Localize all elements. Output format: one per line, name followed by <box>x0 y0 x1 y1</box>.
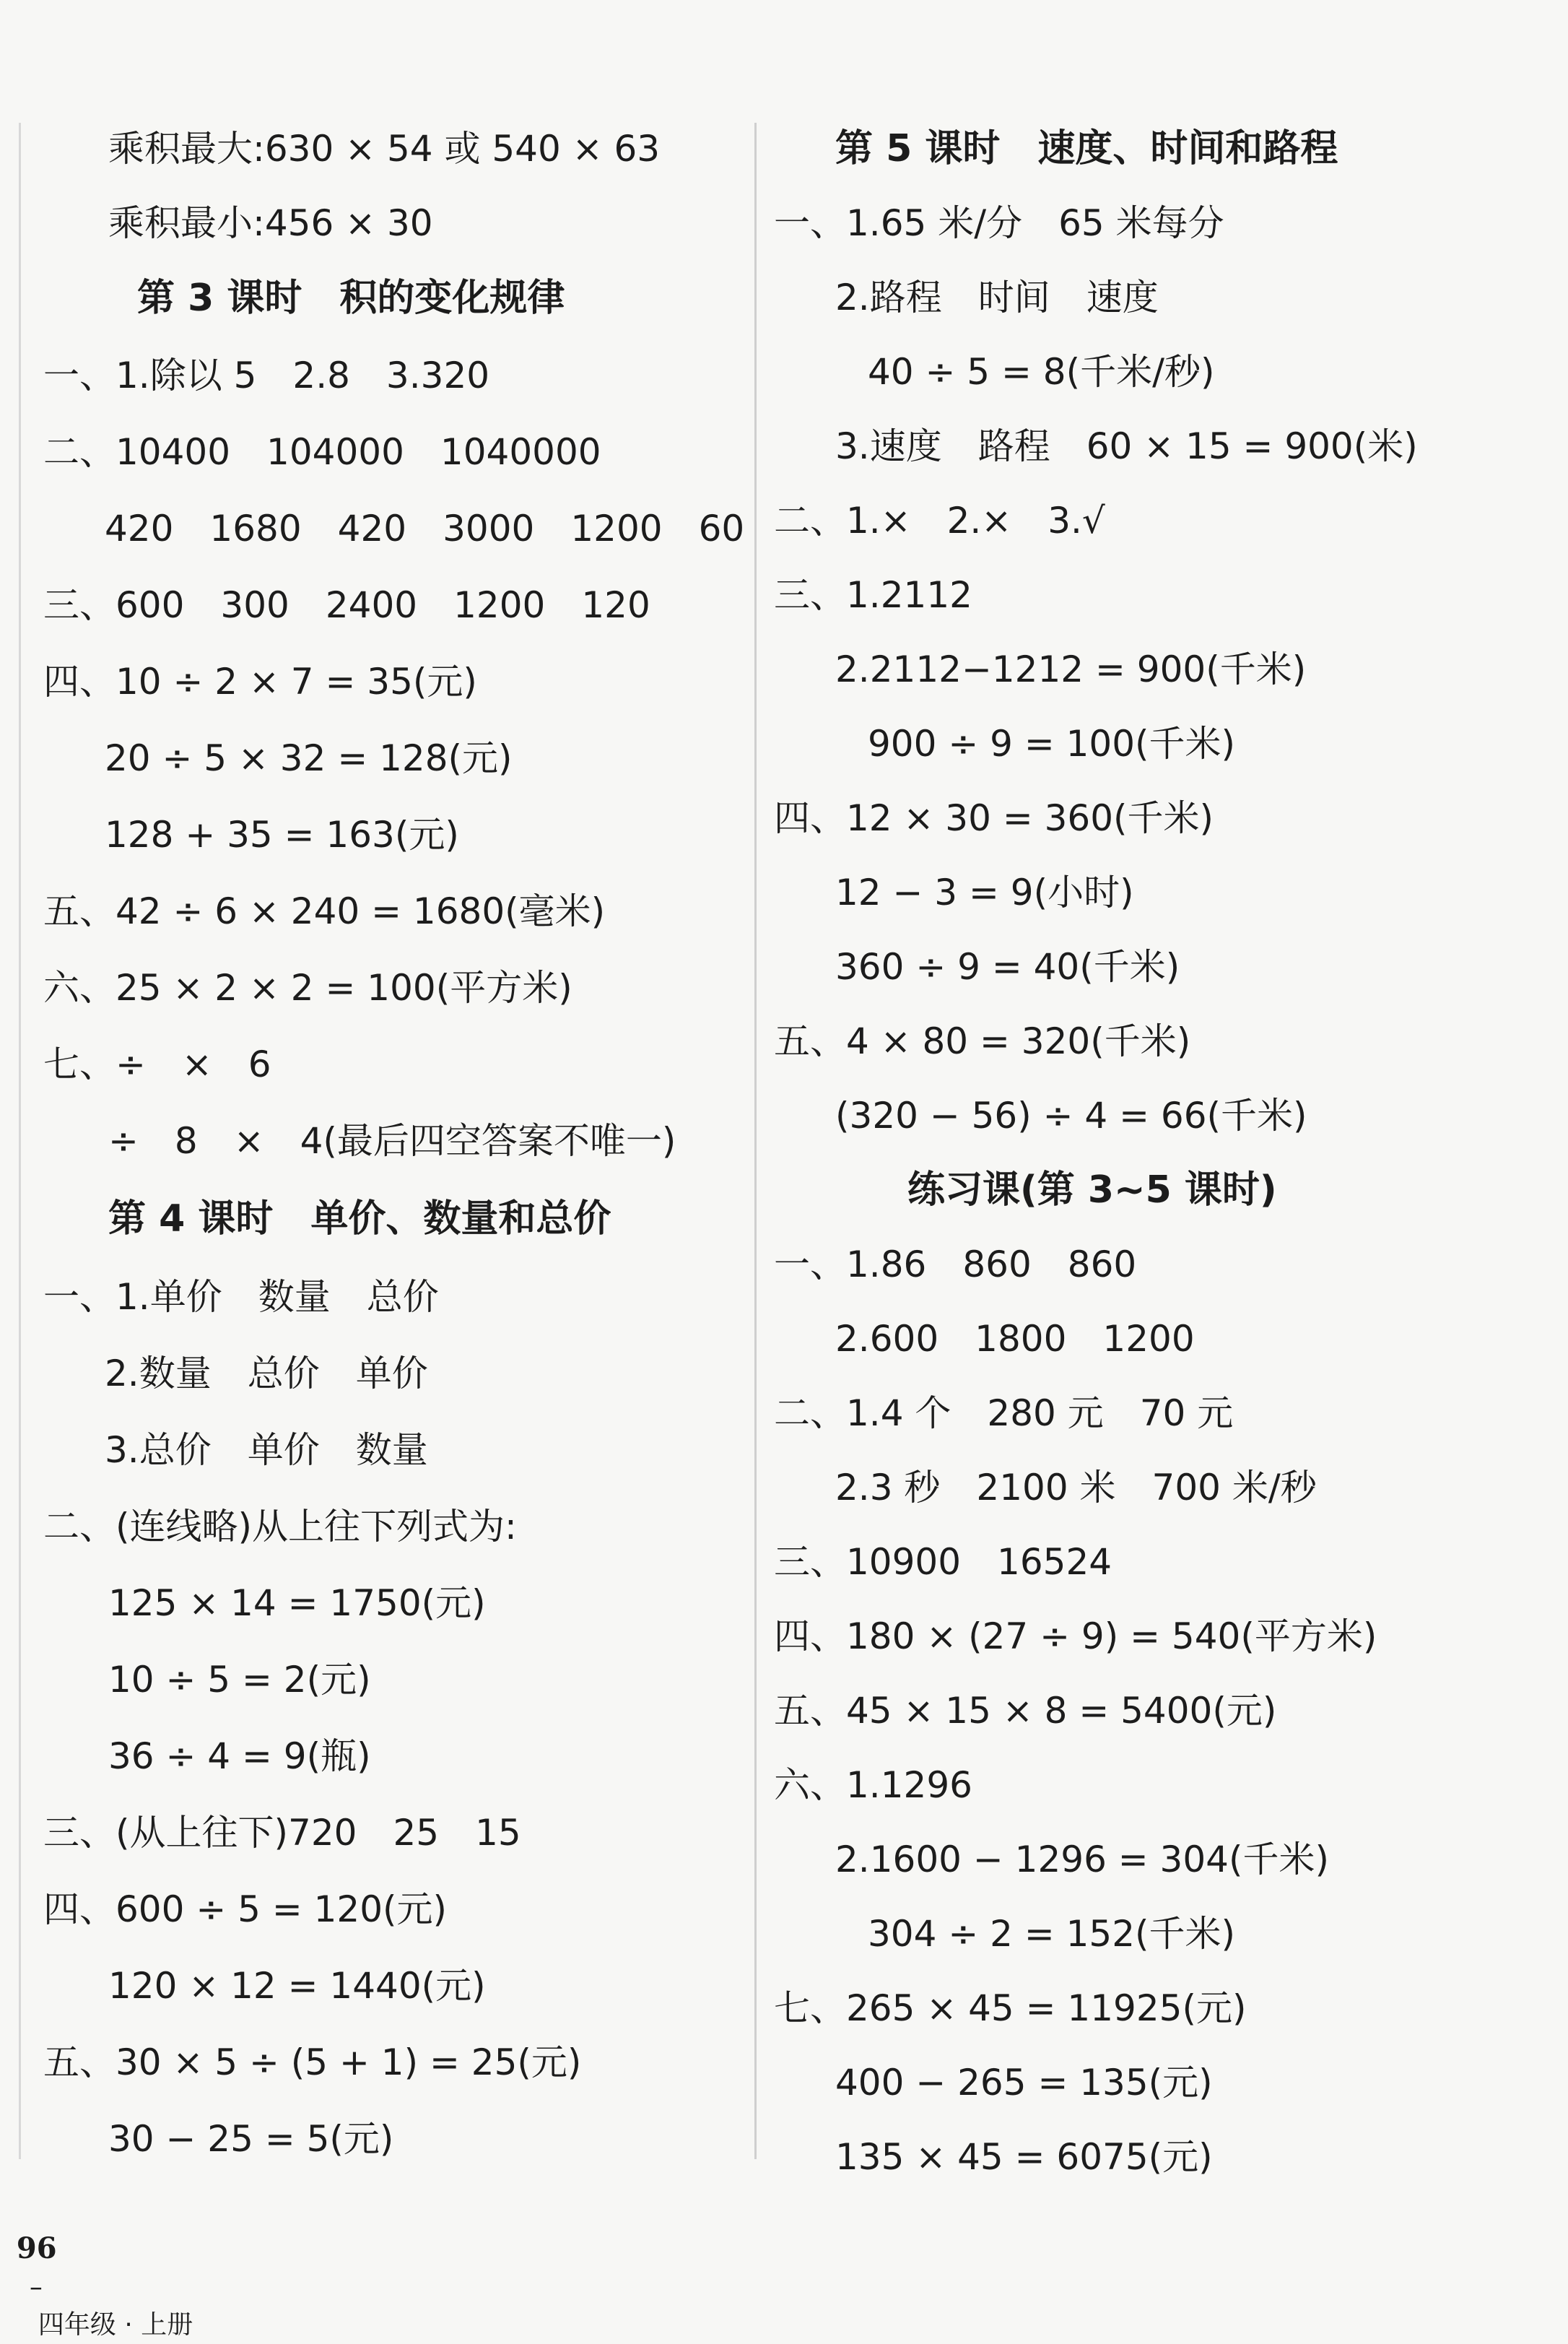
answer-line: 20 ÷ 5 × 32 = 128(元) <box>105 737 513 779</box>
answer-line: 304 ÷ 2 = 152(千米) <box>868 1913 1236 1955</box>
section-title: 第 5 课时 速度、时间和路程 <box>835 127 1338 170</box>
answer-line: 四、180 × (27 ÷ 9) = 540(平方米) <box>774 1615 1377 1657</box>
answer-line: 360 ÷ 9 = 40(千米) <box>835 946 1180 988</box>
answer-line: 2.600 1800 1200 <box>835 1318 1195 1360</box>
answer-line: 乘积最大:630 × 54 或 540 × 63 <box>108 128 661 170</box>
answer-line: 400 − 265 = 135(元) <box>835 2062 1213 2104</box>
section-title: 练习课(第 3~5 课时) <box>907 1168 1277 1212</box>
answer-line: 四、10 ÷ 2 × 7 = 35(元) <box>43 661 477 703</box>
answer-line: ÷ 8 × 4(最后四空答案不唯一) <box>108 1120 676 1162</box>
answer-line: 一、1.65 米/分 65 米每分 <box>774 202 1224 244</box>
answer-line: 四、600 ÷ 5 = 120(元) <box>43 1888 448 1930</box>
column-divider <box>754 123 757 2159</box>
footer-dash: – <box>29 2273 43 2302</box>
answer-line: 二、1.× 2.× 3.√ <box>774 500 1105 542</box>
answer-line: 五、45 × 15 × 8 = 5400(元) <box>774 1690 1277 1732</box>
page-number: 96 <box>16 2231 57 2265</box>
section-title: 第 3 课时 积的变化规律 <box>137 277 565 320</box>
answer-line: 六、1.1296 <box>774 1764 972 1806</box>
answer-line: 五、30 × 5 ÷ (5 + 1) = 25(元) <box>43 2041 582 2083</box>
answer-line: 36 ÷ 4 = 9(瓶) <box>108 1735 371 1777</box>
left-margin-line <box>19 123 21 2159</box>
answer-line: 10 ÷ 5 = 2(元) <box>108 1659 371 1701</box>
answer-line: 一、1.86 860 860 <box>774 1243 1137 1285</box>
answer-line: 2.2112−1212 = 900(千米) <box>835 648 1307 690</box>
answer-line: 二、1.4 个 280 元 70 元 <box>774 1392 1234 1434</box>
answer-line: 125 × 14 = 1750(元) <box>108 1582 486 1624</box>
answer-line: 40 ÷ 5 = 8(千米/秒) <box>868 351 1215 393</box>
answer-line: 三、1.2112 <box>774 574 972 616</box>
grade-label: 四年级 · 上册 <box>38 2310 193 2340</box>
answer-line: 三、10900 16524 <box>774 1541 1112 1583</box>
answer-line: 12 − 3 = 9(小时) <box>835 872 1134 913</box>
answer-line: 三、(从上往下)720 25 15 <box>43 1812 521 1854</box>
answer-line: 2.数量 总价 单价 <box>105 1353 428 1394</box>
answer-line: 2.3 秒 2100 米 700 米/秒 <box>835 1467 1317 1509</box>
answer-line: 二、10400 104000 1040000 <box>43 431 601 473</box>
answer-line: (320 − 56) ÷ 4 = 66(千米) <box>835 1095 1307 1137</box>
answer-line: 一、1.单价 数量 总价 <box>43 1276 439 1318</box>
answer-line: 四、12 × 30 = 360(千米) <box>774 797 1214 839</box>
answer-line: 128 + 35 = 163(元) <box>105 814 459 856</box>
answer-line: 六、25 × 2 × 2 = 100(平方米) <box>43 967 572 1009</box>
answer-line: 135 × 45 = 6075(元) <box>835 2136 1213 2178</box>
answer-line: 二、(连线略)从上往下列式为: <box>43 1506 517 1548</box>
answer-line: 七、÷ × 6 <box>43 1043 271 1085</box>
answer-line: 2.路程 时间 速度 <box>835 277 1159 318</box>
answer-line: 900 ÷ 9 = 100(千米) <box>868 723 1236 765</box>
section-title: 第 4 课时 单价、数量和总价 <box>108 1197 611 1241</box>
answer-line: 3.总价 单价 数量 <box>105 1429 428 1471</box>
answer-line: 3.速度 路程 60 × 15 = 900(米) <box>835 425 1418 467</box>
answer-line: 三、600 300 2400 1200 120 <box>43 584 650 626</box>
answer-line: 五、4 × 80 = 320(千米) <box>774 1020 1191 1062</box>
answer-line: 一、1.除以 5 2.8 3.320 <box>43 355 490 396</box>
page-footer <box>0 2192 193 2344</box>
answer-line: 乘积最小:456 × 30 <box>108 202 433 244</box>
answer-line: 五、42 ÷ 6 × 240 = 1680(毫米) <box>43 890 606 932</box>
answer-line: 120 × 12 = 1440(元) <box>108 1965 486 2007</box>
answer-line: 30 − 25 = 5(元) <box>108 2118 394 2160</box>
answer-line: 七、265 × 45 = 11925(元) <box>774 1987 1247 2029</box>
answer-line: 2.1600 − 1296 = 304(千米) <box>835 1839 1330 1880</box>
answer-line: 420 1680 420 3000 1200 60 <box>105 508 745 550</box>
